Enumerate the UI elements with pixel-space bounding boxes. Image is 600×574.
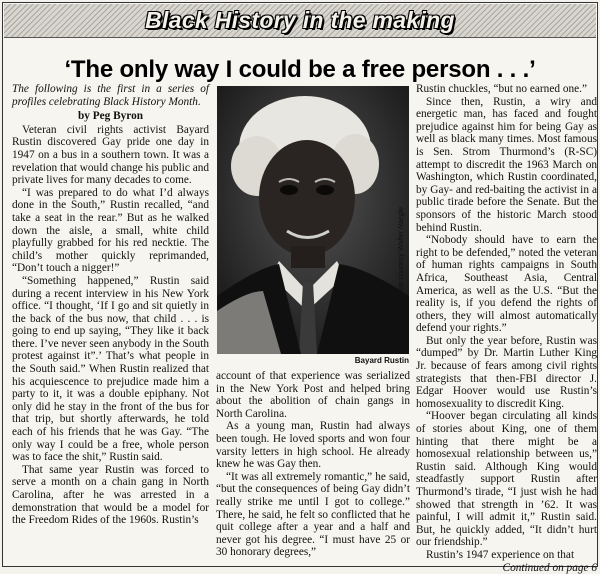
paragraph: “Hoover began circulating all kinds of stories about King, one of them hinting that there might be a homosexual relationship between us,” Rustin said. Although King would steadfastly support Rustin after Thurmond’s tirade, “I just wish he had showed that strength in ’62. It was painful, I will admit it,” Rustin said. But, he quickly added, “It didn’t hurt our friendship.” <box>416 410 597 549</box>
newspaper-page <box>2 2 598 574</box>
column-2 <box>216 370 410 559</box>
continued-link[interactable]: Continued on page 6 <box>502 561 597 574</box>
intro-text: The following is the first in a series of profiles celebrating Black History Month. <box>12 83 209 108</box>
column-3 <box>416 83 597 574</box>
paragraph: As a young man, Rustin had always been tough. He loved sports and won four varsity letters in high school. He already knew he was Gay then. <box>216 420 410 471</box>
paragraph: “Something happened,” Rustin said during a recent interview in his New York office. “I thought, ‘If I go and sit quietly in the back of the bus now, that child . . . is going to end up saying, “They like it back there. I’ve never seen anybody in the South protest against it”.’ That’s what people in the South said.” When Rustin realized that his acquiescence to prejudice made him a party to it, it was a double epiphany. Not only did he stay in the front of the bus for that trip, but shortly afterwards, he told each of his friends that he was Gay. “The only way I could be a free, whole person was to face the shit,” Rustin said. <box>12 274 209 464</box>
paragraph: account of that experience was serialized in the New York Post and helped bring about the abolition of chain gangs in North Carolina. <box>216 370 410 420</box>
byline: by Peg Byron <box>77 110 144 123</box>
section-banner <box>4 4 596 38</box>
paragraph: Rustin chuckles, “but no earned one.” <box>416 83 587 95</box>
photo-credit: photo courtesy Walter Naegle <box>398 206 405 299</box>
paragraph: “Nobody should have to earn the right to be defended,” noted the veteran of human rights campaigns in South Africa, Southeast Asia, Central America, as well as the U.S. “But the reality is, if you defend the rights of others, they will almost automatically defend your rights.” <box>416 234 597 335</box>
column-1 <box>12 83 209 527</box>
paragraph: “It was all extremely romantic,” he said, “but the consequences of being Gay didn’t really strike me until I got to college.” There, he said, he felt so conflicted that he quit college after a year and a half and never got his degree. “I must have 25 or 30 honorary degrees,” <box>216 470 410 559</box>
portrait-image <box>217 86 409 354</box>
article-headline: ‘The only way I could be a free person . . .’ <box>64 56 536 83</box>
paragraph: That same year Rustin was forced to serve a month on a chain gang in North Carolina, after he was arrested in a demonstration that would be a model for the Freedom Rides of the 1960s. Rustin’s <box>12 463 209 527</box>
paragraph: But only the year before, Rustin was “dumped” by Dr. Martin Luther King Jr. because of fears among civil rights strategists that then-FBI director J. Edgar Hoover would use Rustin’s homosexuality to discredit King. <box>416 334 597 410</box>
paragraph: “I was prepared to do what I’d always done in the South,” Rustin recalled, “and take a seat in the rear.” But as he walked down the aisle, a small, white child playfully grabbed for his red necktie. The child’s mother quickly reprimanded, “Don’t touch a nigger!” <box>12 186 209 275</box>
paragraph: Veteran civil rights activist Bayard Rustin discovered Gay pride one day in 1947 on a bus in a southern town. It was a revelation that would change his public and private lives for many decades to come. <box>12 123 210 187</box>
portrait-photo <box>217 86 409 354</box>
paragraph: Rustin’s 1947 experience on that <box>426 548 575 561</box>
photo-caption: Bayard Rustin <box>354 356 409 365</box>
banner-title: Black History in the making <box>145 7 455 33</box>
paragraph: Since then, Rustin, a wiry and energetic man, has faced and fought prejudice against him for being Gay as well as black many times. Most famous is Sen. Strom Thurmond’s (R-SC) attempt to discredit the 1963 March on Washington, which Rustin coordinated, by Gay- and red-baiting the activist in a public tirade before the Senate. But the sponsors of the historic March stood behind Rustin. <box>416 95 597 234</box>
